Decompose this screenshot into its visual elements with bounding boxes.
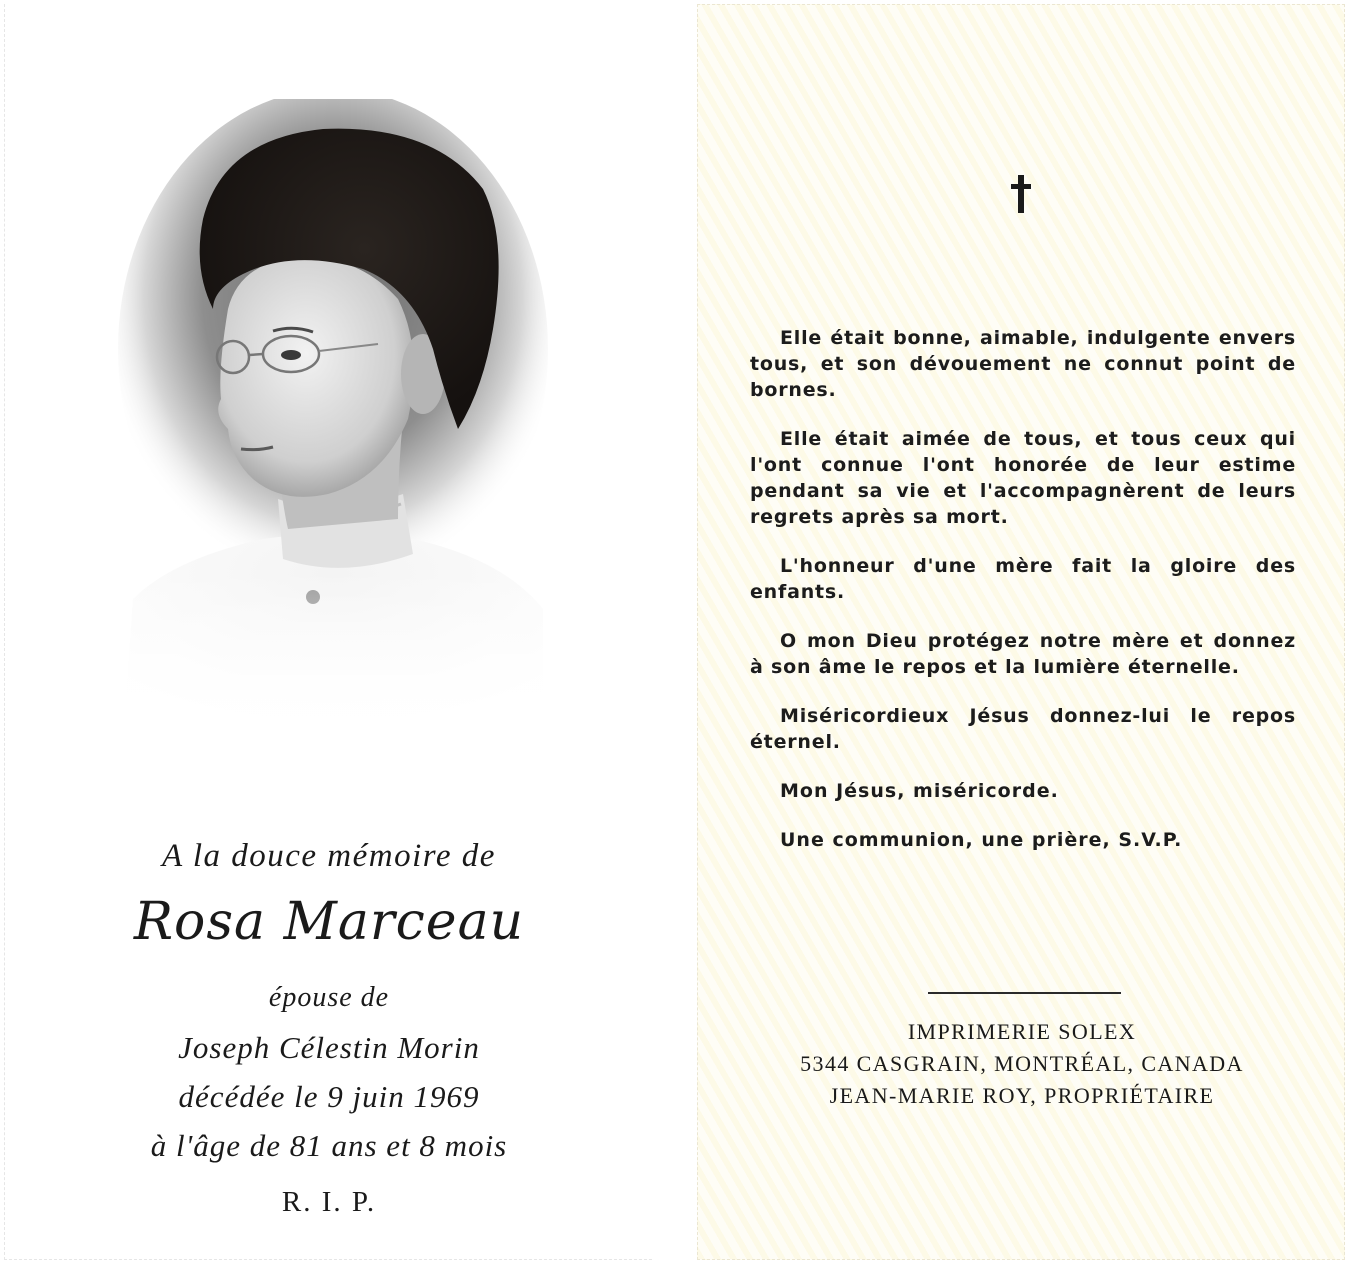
printer-address: 5344 CASGRAIN, MONTRÉAL, CANADA	[800, 1051, 1244, 1076]
dedication-line: A la douce mémoire de	[162, 838, 496, 874]
prayer-text	[750, 325, 1296, 876]
prayer-paragraph: Elle était bonne, aimable, indulgente envers tous, et son dévouement ne connut point de bornes.	[750, 327, 1296, 401]
prayer-paragraph: Mon Jésus, miséricorde.	[780, 780, 1059, 802]
cross-icon	[1011, 175, 1031, 213]
spouse-name: Joseph Célestin Morin	[178, 1030, 480, 1065]
spouse-intro: épouse de	[268, 982, 390, 1013]
prayer-paragraph: Elle était aimée de tous, et tous ceux qui l'ont connue l'ont honorée de leur estime pendant sa vie et l'accompagnèrent de leurs regrets après sa mort.	[750, 428, 1296, 528]
divider-line	[928, 992, 1121, 994]
prayer-paragraph: Miséricordieux Jésus donnez-lui le repos éternel.	[750, 705, 1296, 753]
age-at-death: à l'âge de 81 ans et 8 mois	[150, 1128, 508, 1163]
rip-text: R. I. P.	[281, 1186, 377, 1218]
prayer-paragraph: L'honneur d'une mère fait la gloire des enfants.	[750, 555, 1296, 603]
death-date: décédée le 9 juin 1969	[178, 1079, 480, 1114]
deceased-name: Rosa Marceau	[133, 892, 525, 952]
memorial-card-back	[697, 4, 1345, 1260]
prayer-paragraph: O mon Dieu protégez notre mère et donnez à son âme le repos et la lumière éternelle.	[750, 630, 1296, 678]
printer-owner: JEAN-MARIE ROY, PROPRIÉTAIRE	[829, 1083, 1215, 1108]
memorial-card-front	[4, 4, 652, 1260]
printer-name: IMPRIMERIE SOLEX	[907, 1019, 1137, 1044]
portrait-photo	[113, 99, 553, 739]
prayer-paragraph: Une communion, une prière, S.V.P.	[780, 829, 1183, 851]
